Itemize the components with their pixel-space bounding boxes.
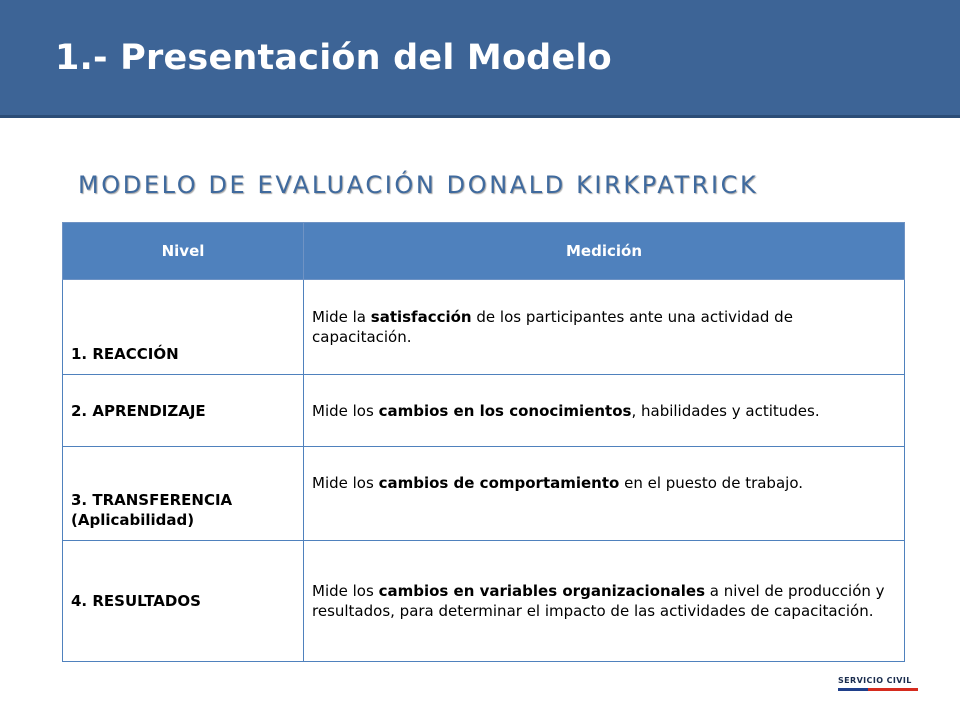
table-header-row bbox=[63, 223, 905, 280]
flag-red-stripe bbox=[868, 688, 918, 691]
table-row bbox=[63, 447, 905, 541]
medicion-text: a nivel de producción y resultados, para determinar el impacto de las actividades de capacitación. bbox=[312, 582, 885, 620]
slide-title: 1.- Presentación del Modelo bbox=[55, 38, 612, 78]
table-row bbox=[63, 280, 905, 375]
header-medicion: Medición bbox=[304, 223, 905, 280]
medicion-cell bbox=[304, 280, 905, 375]
medicion-cell bbox=[304, 447, 905, 541]
logo-text: SERVICIO CIVIL bbox=[838, 676, 912, 685]
kirkpatrick-table bbox=[62, 222, 905, 662]
header-band bbox=[0, 0, 960, 118]
medicion-highlight: cambios en variables organizacionales bbox=[378, 582, 705, 600]
medicion-text: Mide los bbox=[312, 582, 379, 600]
nivel-cell: 4. RESULTADOS bbox=[63, 541, 304, 662]
header-nivel: Nivel bbox=[63, 223, 304, 280]
nivel-cell: 3. TRANSFERENCIA (Aplicabilidad) bbox=[63, 447, 304, 541]
servicio-civil-logo bbox=[838, 676, 920, 696]
medicion-highlight: cambios de comportamiento bbox=[378, 474, 620, 492]
medicion-text: Mide los bbox=[312, 474, 379, 492]
slide-subtitle: MODELO DE EVALUACIÓN DONALD KIRKPATRICK bbox=[78, 171, 759, 199]
flag-blue-stripe bbox=[838, 688, 868, 691]
medicion-cell bbox=[304, 375, 905, 447]
nivel-cell: 1. REACCIÓN bbox=[63, 280, 304, 375]
nivel-cell: 2. APRENDIZAJE bbox=[63, 375, 304, 447]
medicion-text: , habilidades y actitudes. bbox=[631, 401, 820, 420]
medicion-text: Mide la bbox=[312, 308, 371, 326]
table-row bbox=[63, 541, 905, 662]
medicion-cell bbox=[304, 541, 905, 662]
medicion-highlight: cambios en los conocimientos bbox=[378, 401, 632, 420]
medicion-text: de los participantes ante una actividad de capacitación. bbox=[312, 308, 793, 346]
medicion-highlight: satisfacción bbox=[370, 308, 472, 326]
table-row bbox=[63, 375, 905, 447]
flag-stripe-icon bbox=[838, 688, 918, 691]
medicion-text: en el puesto de trabajo. bbox=[619, 474, 803, 492]
medicion-text: Mide los bbox=[312, 401, 379, 420]
